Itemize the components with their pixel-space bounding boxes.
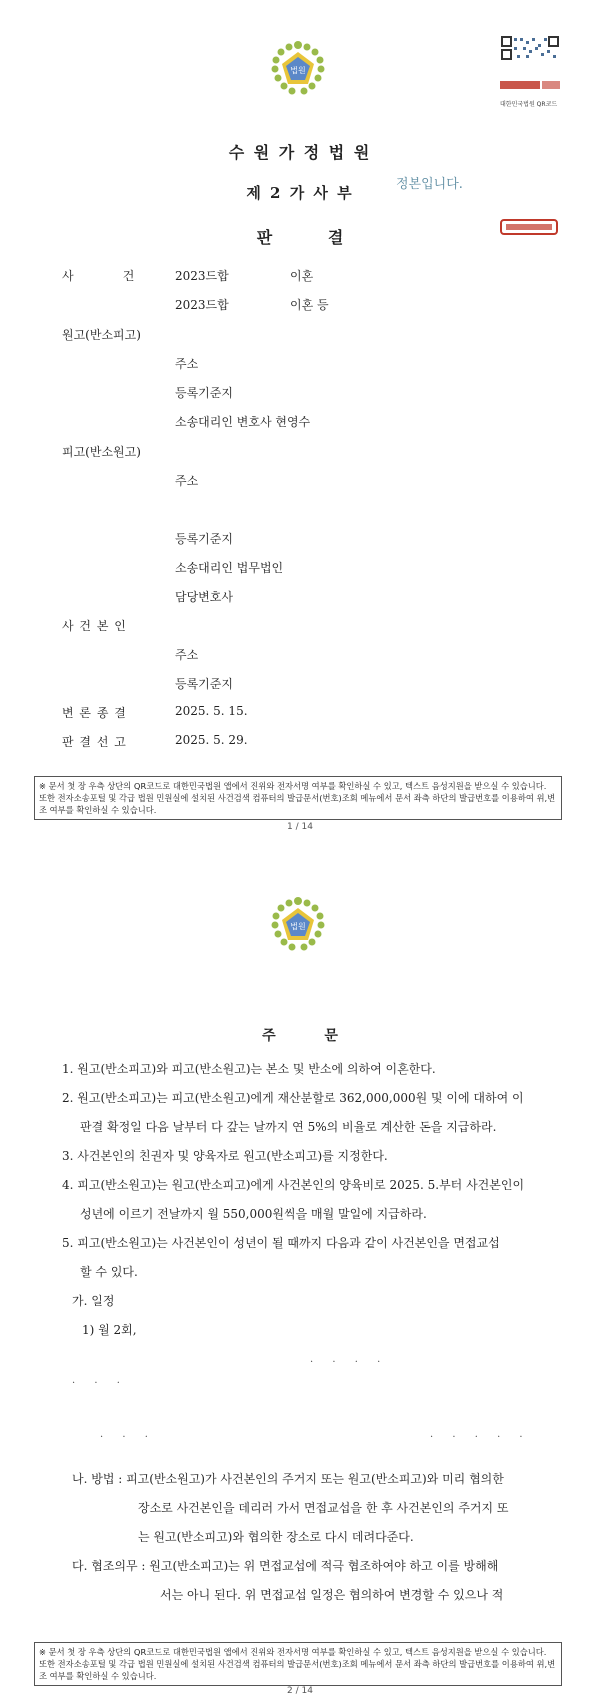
redacted-marks: · · · ·: [310, 1357, 389, 1368]
schedule-heading: 가. 일정: [72, 1294, 115, 1308]
method-line-1: 나. 방법 : 피고(반소원고)가 사건본인의 주거지 또는 원고(반소피고)와 미리 협의한: [72, 1472, 504, 1486]
duty-line-1: 다. 협조의무 : 원고(반소피고)는 위 면접교섭에 적극 협조하여야 하고 이를 방해해: [72, 1559, 499, 1573]
verification-notice: ※ 문서 첫 장 우측 상단의 QR코드로 대한민국법원 앱에서 진위와 전자서명 여부를 확인하실 수 있고, 텍스트 음성지원을 받으실 수 있습니다. 또한 전자소송포털 및 각급 법원 민원실에 설치된 사건검색 컴퓨터의 발급문서(번호)조회 메뉴에서 문서 좌측 하단의 발급번호를 이용하여 위,변조 여부를 확인하실 수 있습니다.: [34, 1642, 562, 1686]
redacted-marks: · · ·: [72, 1378, 128, 1389]
principal-address: 주소: [175, 648, 199, 662]
schedule-item-1: 1) 월 2회,: [82, 1323, 137, 1337]
order-item-2-cont: 판결 확정일 다음 날부터 다 갚는 날까지 연 5%의 비율로 계산한 돈을 지급하라.: [80, 1120, 497, 1134]
ruling-label: 판 결 선 고: [62, 735, 127, 749]
case-number-2: 2023드합: [175, 298, 229, 312]
order-item-2: 2. 원고(반소피고)는 피고(반소원고)에게 재산분할로 362,000,000원 및 이에 대하여 이: [62, 1091, 524, 1105]
principal-registration: 등록기준지: [175, 677, 233, 691]
defendant-lawyer: 담당변호사: [175, 590, 233, 604]
defendant-label: 피고(반소원고): [62, 445, 141, 459]
court-emblem-icon: [270, 896, 326, 952]
case-number-1: 2023드합: [175, 269, 229, 283]
qr-code-icon[interactable]: [500, 35, 560, 61]
defendant-address: 주소: [175, 474, 199, 488]
method-line-2: 장소로 사건본인을 데리러 가서 면접교섭을 한 후 사건본인의 주거지 또: [138, 1501, 509, 1515]
division-name: 제 2 가 사 부: [246, 184, 354, 202]
emblem-label: 법원: [290, 922, 306, 931]
method-line-3: 는 원고(반소피고)와 협의한 장소로 다시 데려다준다.: [138, 1530, 414, 1544]
emblem-label: 법원: [290, 66, 306, 75]
page-number: 1 / 14: [287, 822, 313, 832]
plaintiff-attorney: 소송대리인 변호사 현영수: [175, 415, 311, 429]
verification-notice: ※ 문서 첫 장 우측 상단의 QR코드로 대한민국법원 앱에서 진위와 전자서명 여부를 확인하실 수 있고, 텍스트 음성지원을 받으실 수 있습니다. 또한 전자소송포털 및 각급 법원 민원실에 설치된 사건검색 컴퓨터의 발급문서(번호)조회 메뉴에서 문서 좌측 하단의 발급번호를 이용하여 위,변조 여부를 확인하실 수 있습니다.: [34, 776, 562, 820]
case-name-1: 이혼: [290, 269, 314, 283]
plaintiff-registration: 등록기준지: [175, 386, 233, 400]
defendant-registration: 등록기준지: [175, 532, 233, 546]
order-item-1: 1. 원고(반소피고)와 피고(반소원고)는 본소 및 반소에 의하여 이혼한다.: [62, 1062, 436, 1076]
document-type: 판 결: [256, 228, 344, 247]
order-heading: 주 문: [262, 1028, 338, 1044]
page-number: 2 / 14: [287, 1686, 313, 1696]
order-item-5: 5. 피고(반소원고)는 사건본인이 성년이 될 때까지 다음과 같이 사건본인을 면접교섭: [62, 1236, 500, 1250]
document-page-1: [0, 0, 600, 830]
duty-line-2: 서는 아니 된다. 위 면접교섭 일정은 협의하여 변경할 수 있으나 적: [160, 1588, 504, 1602]
case-label: 사 건: [62, 269, 136, 283]
closing-label: 변 론 종 결: [62, 706, 127, 720]
case-name-2: 이혼 등: [290, 298, 329, 312]
document-page-2: [0, 860, 600, 1698]
official-seal-icon: [500, 219, 558, 235]
plaintiff-address: 주소: [175, 357, 199, 371]
court-name: 수 원 가 정 법 원: [228, 143, 372, 162]
ruling-date: 2025. 5. 29.: [175, 733, 248, 747]
redacted-marks: · · ·: [100, 1432, 156, 1443]
court-logo-icon: [500, 78, 562, 92]
order-item-4: 4. 피고(반소원고)는 원고(반소피고)에게 사건본인의 양육비로 2025. 5.부터 사건본인이: [62, 1178, 525, 1192]
court-emblem-icon: [270, 40, 326, 96]
order-item-5-cont: 할 수 있다.: [80, 1265, 138, 1279]
qr-caption: 대한민국법원 QR코드: [500, 101, 558, 108]
plaintiff-label: 원고(반소피고): [62, 328, 141, 342]
order-item-3: 3. 사건본인의 친권자 및 양육자로 원고(반소피고)를 지정한다.: [62, 1149, 388, 1163]
principal-label: 사 건 본 인: [62, 619, 127, 633]
closing-date: 2025. 5. 15.: [175, 704, 248, 718]
certified-copy-stamp: 정본입니다.: [396, 177, 463, 192]
redacted-marks: · · · · ·: [430, 1432, 531, 1443]
order-item-4-cont: 성년에 이르기 전날까지 월 550,000원씩을 매월 말일에 지급하라.: [80, 1207, 427, 1221]
defendant-law-firm: 소송대리인 법무법인: [175, 561, 284, 575]
